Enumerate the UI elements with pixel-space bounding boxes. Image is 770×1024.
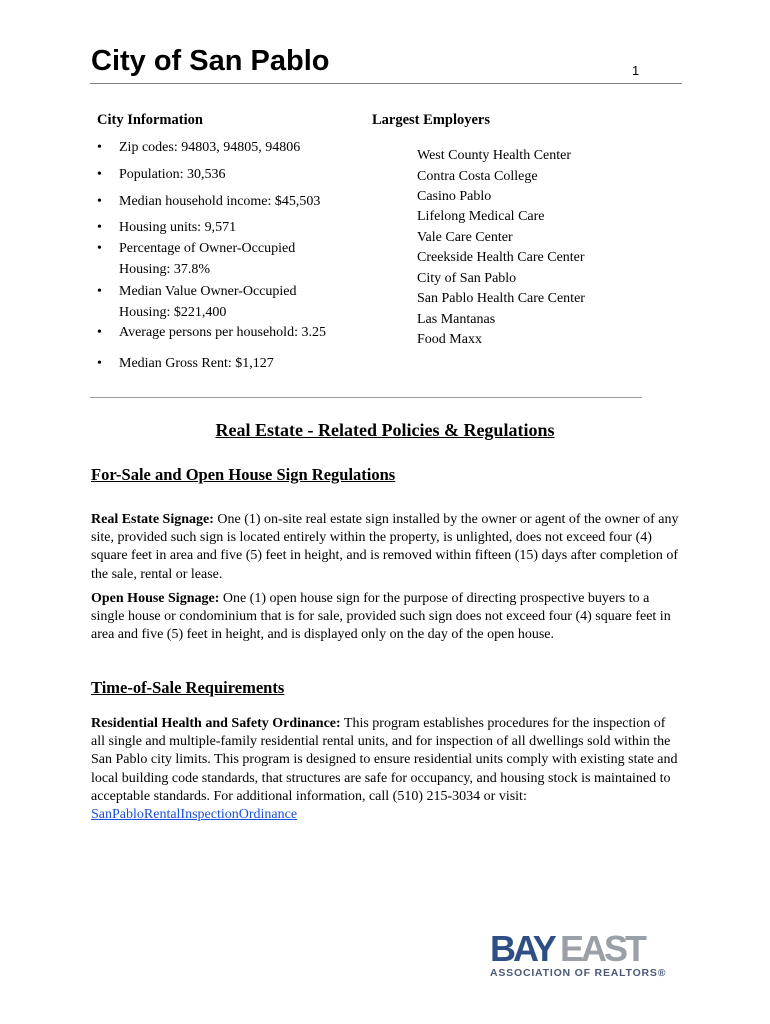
bullet-icon: •	[97, 325, 102, 340]
health-safety-ordinance-lead: Residential Health and Safety Ordinance:	[91, 716, 341, 731]
city-info-item	[97, 281, 337, 323]
employer-item: West County Health Center	[417, 148, 572, 163]
title-rule	[90, 83, 682, 84]
city-info-item-text: Percentage of Owner-Occupied Housing: 37.8%	[119, 241, 296, 277]
logo-bay-text: BAY	[490, 929, 554, 969]
city-info-item-text: Median Value Owner-Occupied Housing: $221,400	[119, 284, 297, 320]
health-safety-ordinance-paragraph	[91, 715, 681, 824]
employer-item: Casino Pablo	[417, 189, 492, 204]
bullet-icon: •	[97, 140, 102, 155]
city-info-item-text: Median household income: $45,503	[119, 194, 321, 209]
employer-item: Vale Care Center	[417, 230, 513, 245]
sign-regulations-heading: For-Sale and Open House Sign Regulations	[91, 465, 396, 484]
time-of-sale-heading: Time-of-Sale Requirements	[91, 678, 285, 697]
city-info-item-text: Housing units: 9,571	[119, 220, 237, 235]
logo-east-text: EAST	[560, 929, 645, 969]
city-info-item	[97, 217, 347, 238]
city-info-item-text: Zip codes: 94803, 94805, 94806	[119, 140, 301, 155]
city-info-item	[97, 137, 347, 158]
city-info-item	[97, 164, 347, 185]
city-info-heading: City Information	[97, 112, 203, 128]
real-estate-signage-lead: Real Estate Signage:	[91, 512, 214, 527]
page-number: 1	[632, 63, 640, 78]
bullet-icon: •	[97, 284, 102, 299]
city-info-item-text: Median Gross Rent: $1,127	[119, 356, 274, 371]
open-house-signage-lead: Open House Signage:	[91, 591, 220, 606]
employer-item: Las Mantanas	[417, 312, 496, 327]
bullet-icon: •	[97, 356, 102, 371]
city-info-item-text: Average persons per household: 3.25	[119, 325, 326, 340]
employers-heading: Largest Employers	[372, 112, 490, 128]
employer-item: Creekside Health Care Center	[417, 250, 585, 265]
page-title: City of San Pablo	[91, 45, 330, 77]
open-house-signage-paragraph	[91, 590, 681, 645]
section-divider	[90, 397, 642, 398]
employer-item: City of San Pablo	[417, 271, 517, 286]
health-safety-ordinance-text: This program establishes procedures for the inspection of all single and multiple-family residential rental units, and for inspection of all dwellings sold within the San Pablo city limits. This program is designed to ensure residential units comply with existing state and local building code standards, that structures are safe for occupancy, and housing stock is maintained to acceptable standards. For additional information, call (510) 215-3034 or visit:	[91, 716, 678, 804]
real-estate-signage-paragraph	[91, 511, 681, 584]
city-info-item	[97, 353, 347, 374]
employer-item: Food Maxx	[417, 332, 482, 347]
bayeast-logo	[488, 929, 688, 981]
city-info-item	[97, 191, 347, 212]
bullet-icon: •	[97, 194, 102, 209]
city-info-item	[97, 238, 337, 280]
employer-item: Contra Costa College	[417, 169, 538, 184]
city-info-item-text: Population: 30,536	[119, 167, 226, 182]
bullet-icon: •	[97, 220, 102, 235]
logo-subtitle-text: ASSOCIATION OF REALTORS®	[490, 967, 667, 979]
section-title-text: Real Estate - Related Policies & Regulations	[215, 420, 555, 440]
bullet-icon: •	[97, 167, 102, 182]
real-estate-signage-text: One (1) on-site real estate sign installed by the owner or agent of the owner of any site, provided such sign is located entirely within the property, is unlighted, does not exceed four (4) square feet in area and five (5) feet in height, and is removed within fifteen (15) days after completion of the sale, rental or lease.	[91, 512, 679, 582]
city-info-item	[97, 322, 367, 343]
section-title	[0, 419, 770, 441]
bullet-icon: •	[97, 241, 102, 256]
employer-item: Lifelong Medical Care	[417, 209, 545, 224]
open-house-signage-text: One (1) open house sign for the purpose of directing prospective buyers to a single house or condominium that is for sale, provided such sign does not exceed four (4) square feet in area and five (5) feet in height, and is displayed only on the day of the open house.	[91, 591, 671, 643]
rental-inspection-ordinance-link[interactable]: SanPabloRentalInspectionOrdinance	[91, 807, 298, 823]
employer-item: San Pablo Health Care Center	[417, 291, 585, 306]
